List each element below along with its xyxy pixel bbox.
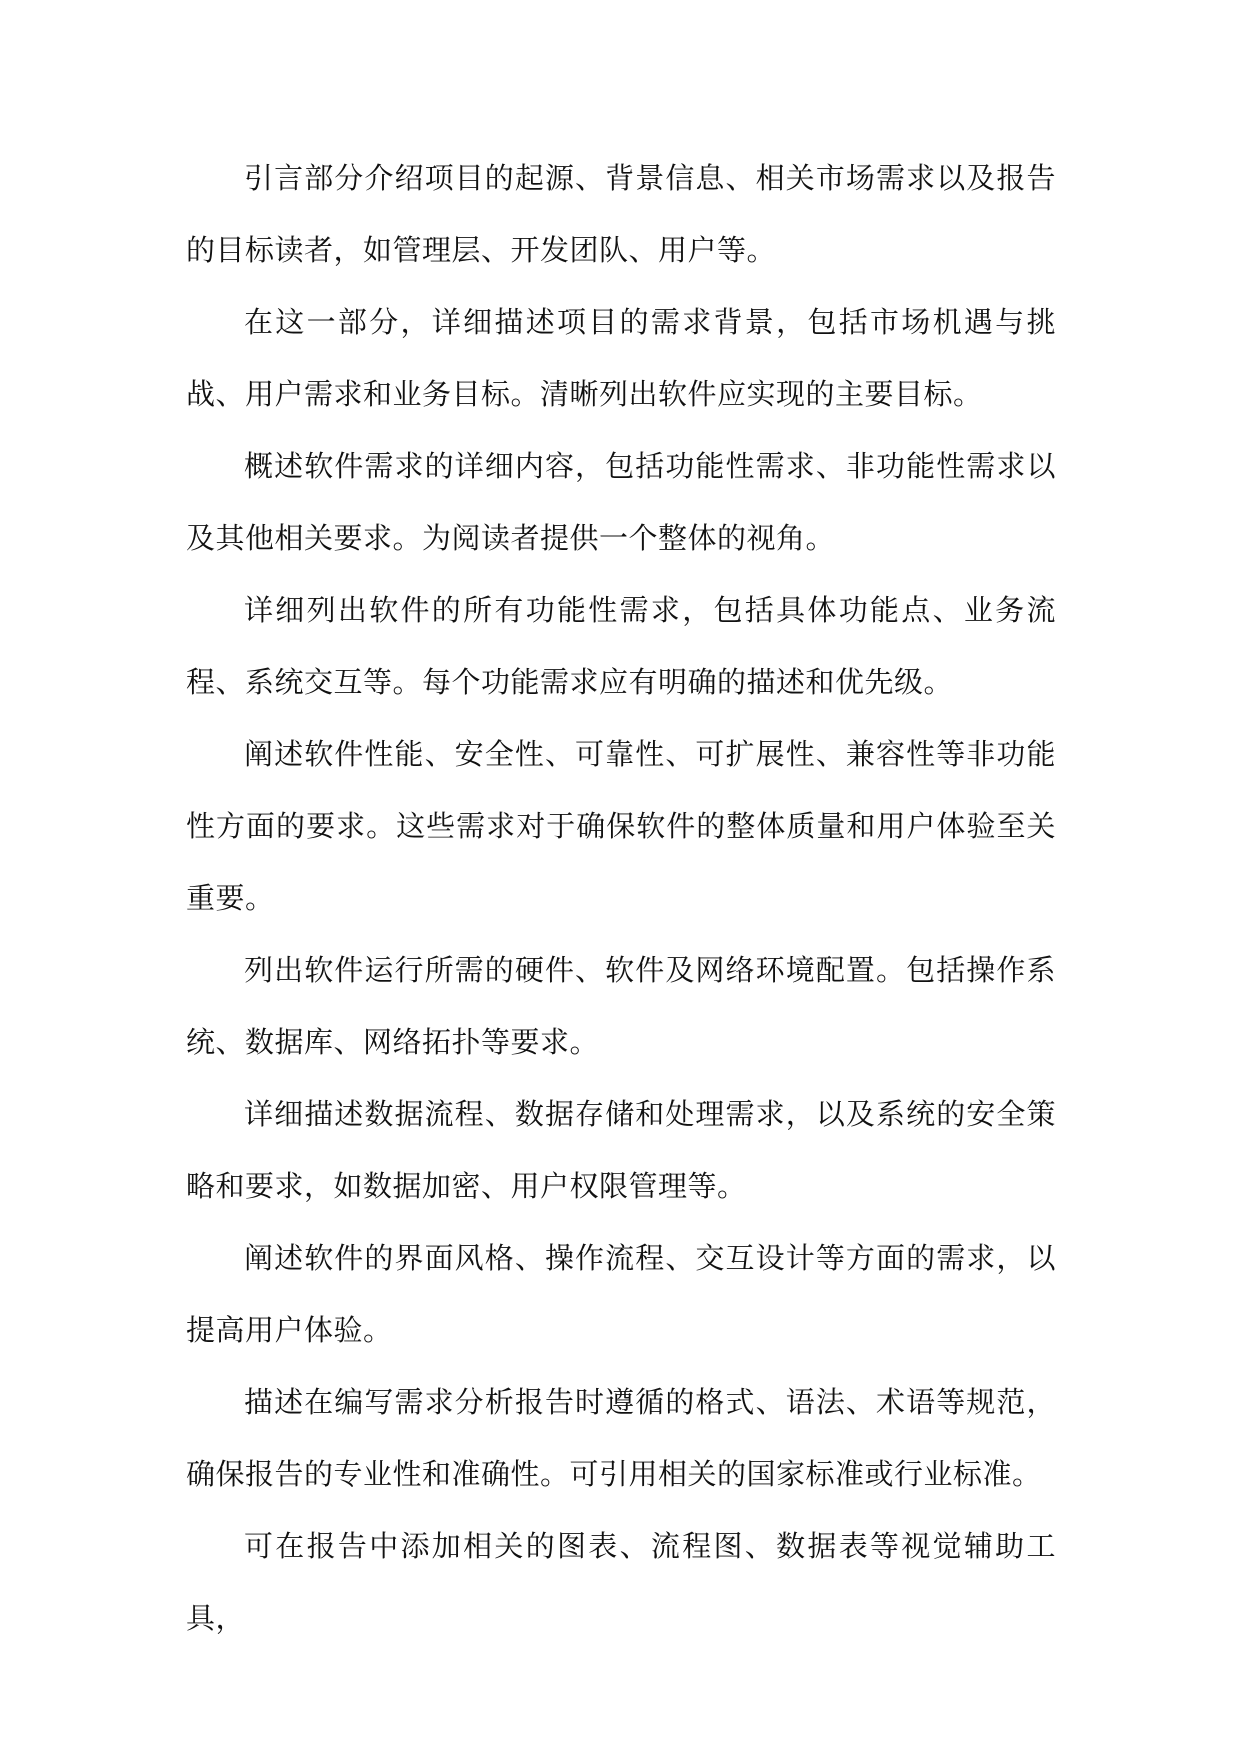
paragraph-environment: 列出软件运行所需的硬件、软件及网络环境配置。包括操作系统、数据库、网络拓扑等要求。 [186, 953, 1056, 1059]
document-body [186, 142, 1056, 1654]
paragraph-overview: 概述软件需求的详细内容，包括功能性需求、非功能性需求以及其他相关要求。为阅读者提供一个整体的视角。 [186, 449, 1056, 555]
paragraph-data-security: 详细描述数据流程、数据存储和处理需求，以及系统的安全策略和要求，如数据加密、用户权限管理等。 [186, 1097, 1056, 1203]
paragraph-visual-aids: 可在报告中添加相关的图表、流程图、数据表等视觉辅助工具， [186, 1529, 1056, 1635]
paragraph-nonfunctional-requirements: 阐述软件性能、安全性、可靠性、可扩展性、兼容性等非功能性方面的要求。这些需求对于确保软件的整体质量和用户体验至关重要。 [186, 737, 1056, 915]
paragraph-background: 在这一部分，详细描述项目的需求背景，包括市场机遇与挑战、用户需求和业务目标。清晰列出软件应实现的主要目标。 [186, 305, 1056, 411]
paragraph-functional-requirements: 详细列出软件的所有功能性需求，包括具体功能点、业务流程、系统交互等。每个功能需求应有明确的描述和优先级。 [186, 593, 1056, 699]
paragraph-standards: 描述在编写需求分析报告时遵循的格式、语法、术语等规范，确保报告的专业性和准确性。可引用相关的国家标准或行业标准。 [186, 1385, 1056, 1491]
paragraph-introduction: 引言部分介绍项目的起源、背景信息、相关市场需求以及报告的目标读者，如管理层、开发团队、用户等。 [186, 161, 1056, 267]
paragraph-interface: 阐述软件的界面风格、操作流程、交互设计等方面的需求，以提高用户体验。 [186, 1241, 1056, 1347]
